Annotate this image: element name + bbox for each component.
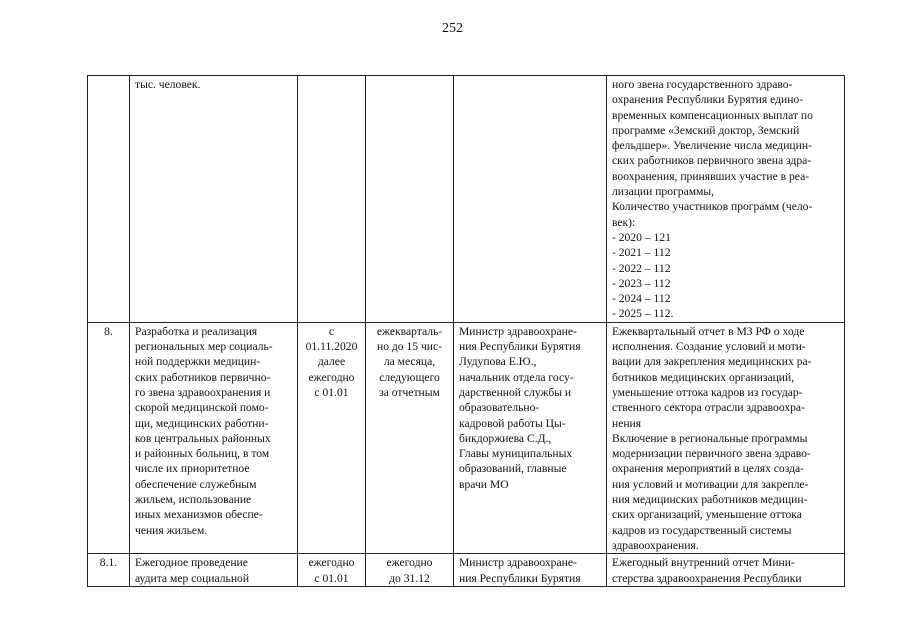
cell-text-line: исполнения. Создание условий и моти-	[612, 340, 806, 354]
cell-text-line: врачи МО	[459, 477, 509, 491]
cell-text-line: щи, медицинских работни-	[135, 416, 269, 430]
cell-text-line: нения	[612, 416, 642, 430]
cell-text-line: ежекварталь-	[376, 324, 443, 338]
cell-text-line: ежегодно	[308, 556, 355, 570]
cell-text-line: 01.11.2020	[305, 340, 358, 354]
cell-text-line: - 2022 – 112	[612, 261, 671, 275]
table-body	[88, 76, 845, 587]
cell-text-line: следующего	[379, 370, 440, 384]
cell-text-line: воохранения, принявших участие в реа-	[612, 169, 810, 183]
cell-text-line: числе их приоритетное	[135, 462, 250, 476]
cell-text-line: ния Республики Бурятия	[459, 340, 581, 354]
cell-text-line: далее	[317, 355, 346, 369]
responsible-cell	[454, 322, 607, 553]
measure-cell	[130, 76, 298, 323]
measures-table	[87, 75, 845, 587]
cell-text-line: ботников медицинских организаций,	[612, 370, 795, 384]
cell-text-line: - 2023 – 112	[612, 276, 671, 290]
cell-text-line: ного звена государственного здраво-	[612, 78, 793, 91]
cell-text-line: ков центральных районных	[135, 431, 271, 445]
cell-text-line: ния медицинских работников медицин-	[612, 493, 808, 507]
cell-text-line: ских работников первично-	[135, 370, 271, 384]
cell-text-line: охранения Республики Бурятия едино-	[612, 93, 804, 107]
cell-text-line: уменьшение оттока кадров из государ-	[612, 385, 803, 399]
cell-text-line: модернизации первичного звена здраво-	[612, 447, 811, 461]
cell-text-line: ских организаций, уменьшение оттока	[612, 508, 802, 522]
cell-text-line: Министр здравоохране-	[459, 324, 577, 338]
cell-text-line: тыс. человек.	[135, 78, 201, 91]
period-cell	[366, 322, 454, 553]
period-cell	[366, 76, 454, 323]
cell-text-line: ежегодно	[308, 370, 355, 384]
cell-text-line: - 2020 – 121	[612, 230, 671, 244]
period-cell	[366, 554, 454, 587]
cell-text-line: с 01.01	[314, 385, 349, 399]
cell-text-line: жильем, использование	[135, 493, 252, 507]
cell-text-line: Включение в региональные программы	[612, 431, 808, 445]
page-number: 252	[442, 21, 463, 36]
cell-text-line: аудита мер социальной	[135, 571, 250, 585]
cell-text-line: дарственной службы и	[459, 385, 572, 399]
cell-text-line: обеспечение служебным	[135, 477, 257, 491]
start-date-cell	[298, 76, 366, 323]
result-cell	[607, 554, 845, 587]
cell-text-line: ских работников первичного звена здра-	[612, 154, 812, 168]
cell-text-line: программе «Земский доктор, Земский	[612, 123, 800, 137]
cell-text-line: век):	[612, 215, 636, 229]
cell-text-line: временных компенсационных выплат по	[612, 108, 813, 122]
responsible-cell	[454, 76, 607, 323]
cell-text-line: бикдоржиева С.Д.,	[459, 431, 552, 445]
cell-text-line: образовательно-	[459, 401, 540, 415]
cell-text-line: го звена здравоохранения и	[135, 385, 271, 399]
cell-text-line: фельдшер». Увеличение числа медицин-	[612, 139, 812, 153]
cell-text-line: региональных мер социаль-	[135, 340, 273, 354]
measure-cell	[130, 322, 298, 553]
cell-text-line: охранения мероприятий в целях созда-	[612, 462, 804, 476]
cell-text-line: Ежеквартальный отчет в МЗ РФ о ходе	[612, 324, 805, 338]
row-number-cell: 8.1.	[88, 554, 130, 587]
responsible-cell	[454, 554, 607, 587]
measure-cell	[130, 554, 298, 587]
result-cell	[607, 76, 845, 323]
cell-text-line: Главы муниципальных	[459, 447, 573, 461]
cell-text-line: образований, главные	[459, 462, 567, 476]
cell-text-line: Разработка и реализация	[135, 324, 258, 338]
cell-text-line: иных механизмов обеспе-	[135, 508, 263, 522]
cell-text-line: с 01.01	[314, 571, 349, 585]
table-row	[88, 322, 845, 553]
cell-text-line: здравоохранения.	[612, 538, 699, 552]
cell-text-line: ной поддержки медицин-	[135, 355, 261, 369]
cell-text-line: скорой медицинской помо-	[135, 401, 269, 415]
cell-text-line: - 2025 – 112.	[612, 307, 674, 321]
cell-text-line: кадров из государственный системы	[612, 523, 792, 537]
cell-text-line: Лудупова Е.Ю.,	[459, 355, 537, 369]
start-date-cell	[298, 322, 366, 553]
cell-text-line: Ежегодное проведение	[135, 556, 248, 570]
cell-text-line: - 2021 – 112	[612, 246, 671, 260]
cell-text-line: за отчетным	[379, 385, 440, 399]
table-row	[88, 76, 845, 323]
result-cell	[607, 322, 845, 553]
row-number-cell: 8.	[88, 322, 130, 553]
cell-text-line: - 2024 – 112	[612, 292, 671, 306]
cell-text-line: начальник отдела госу-	[459, 370, 574, 384]
cell-text-line: но до 15 чис-	[376, 340, 443, 354]
cell-text-line: лизации программы,	[612, 185, 715, 199]
cell-text-line: ежегодно	[386, 556, 433, 570]
cell-text-line: ния Республики Бурятия	[459, 571, 581, 585]
cell-text-line: чения жильем.	[135, 523, 208, 537]
cell-text-line: ния условий и мотивации для закрепле-	[612, 477, 809, 491]
cell-text-line: до 31.12	[389, 571, 430, 585]
cell-text-line: вации для закрепления медицинских ра-	[612, 355, 812, 369]
cell-text-line: и районных больниц, в том	[135, 447, 270, 461]
cell-text-line: Количество участников программ (чело-	[612, 200, 813, 214]
cell-text-line: ла месяца,	[383, 355, 436, 369]
cell-text-line: ственного сектора отрасли здравоохра-	[612, 401, 805, 415]
cell-text-line: стерства здравоохранения Республики	[612, 571, 802, 585]
table-row	[88, 554, 845, 587]
row-number-cell	[88, 76, 130, 323]
cell-text-line: Ежегодный внутренний отчет Мини-	[612, 556, 795, 570]
cell-text-line: Министр здравоохране-	[459, 556, 577, 570]
cell-text-line: с	[328, 324, 335, 338]
cell-text-line: кадровой работы Цы-	[459, 416, 566, 430]
start-date-cell	[298, 554, 366, 587]
